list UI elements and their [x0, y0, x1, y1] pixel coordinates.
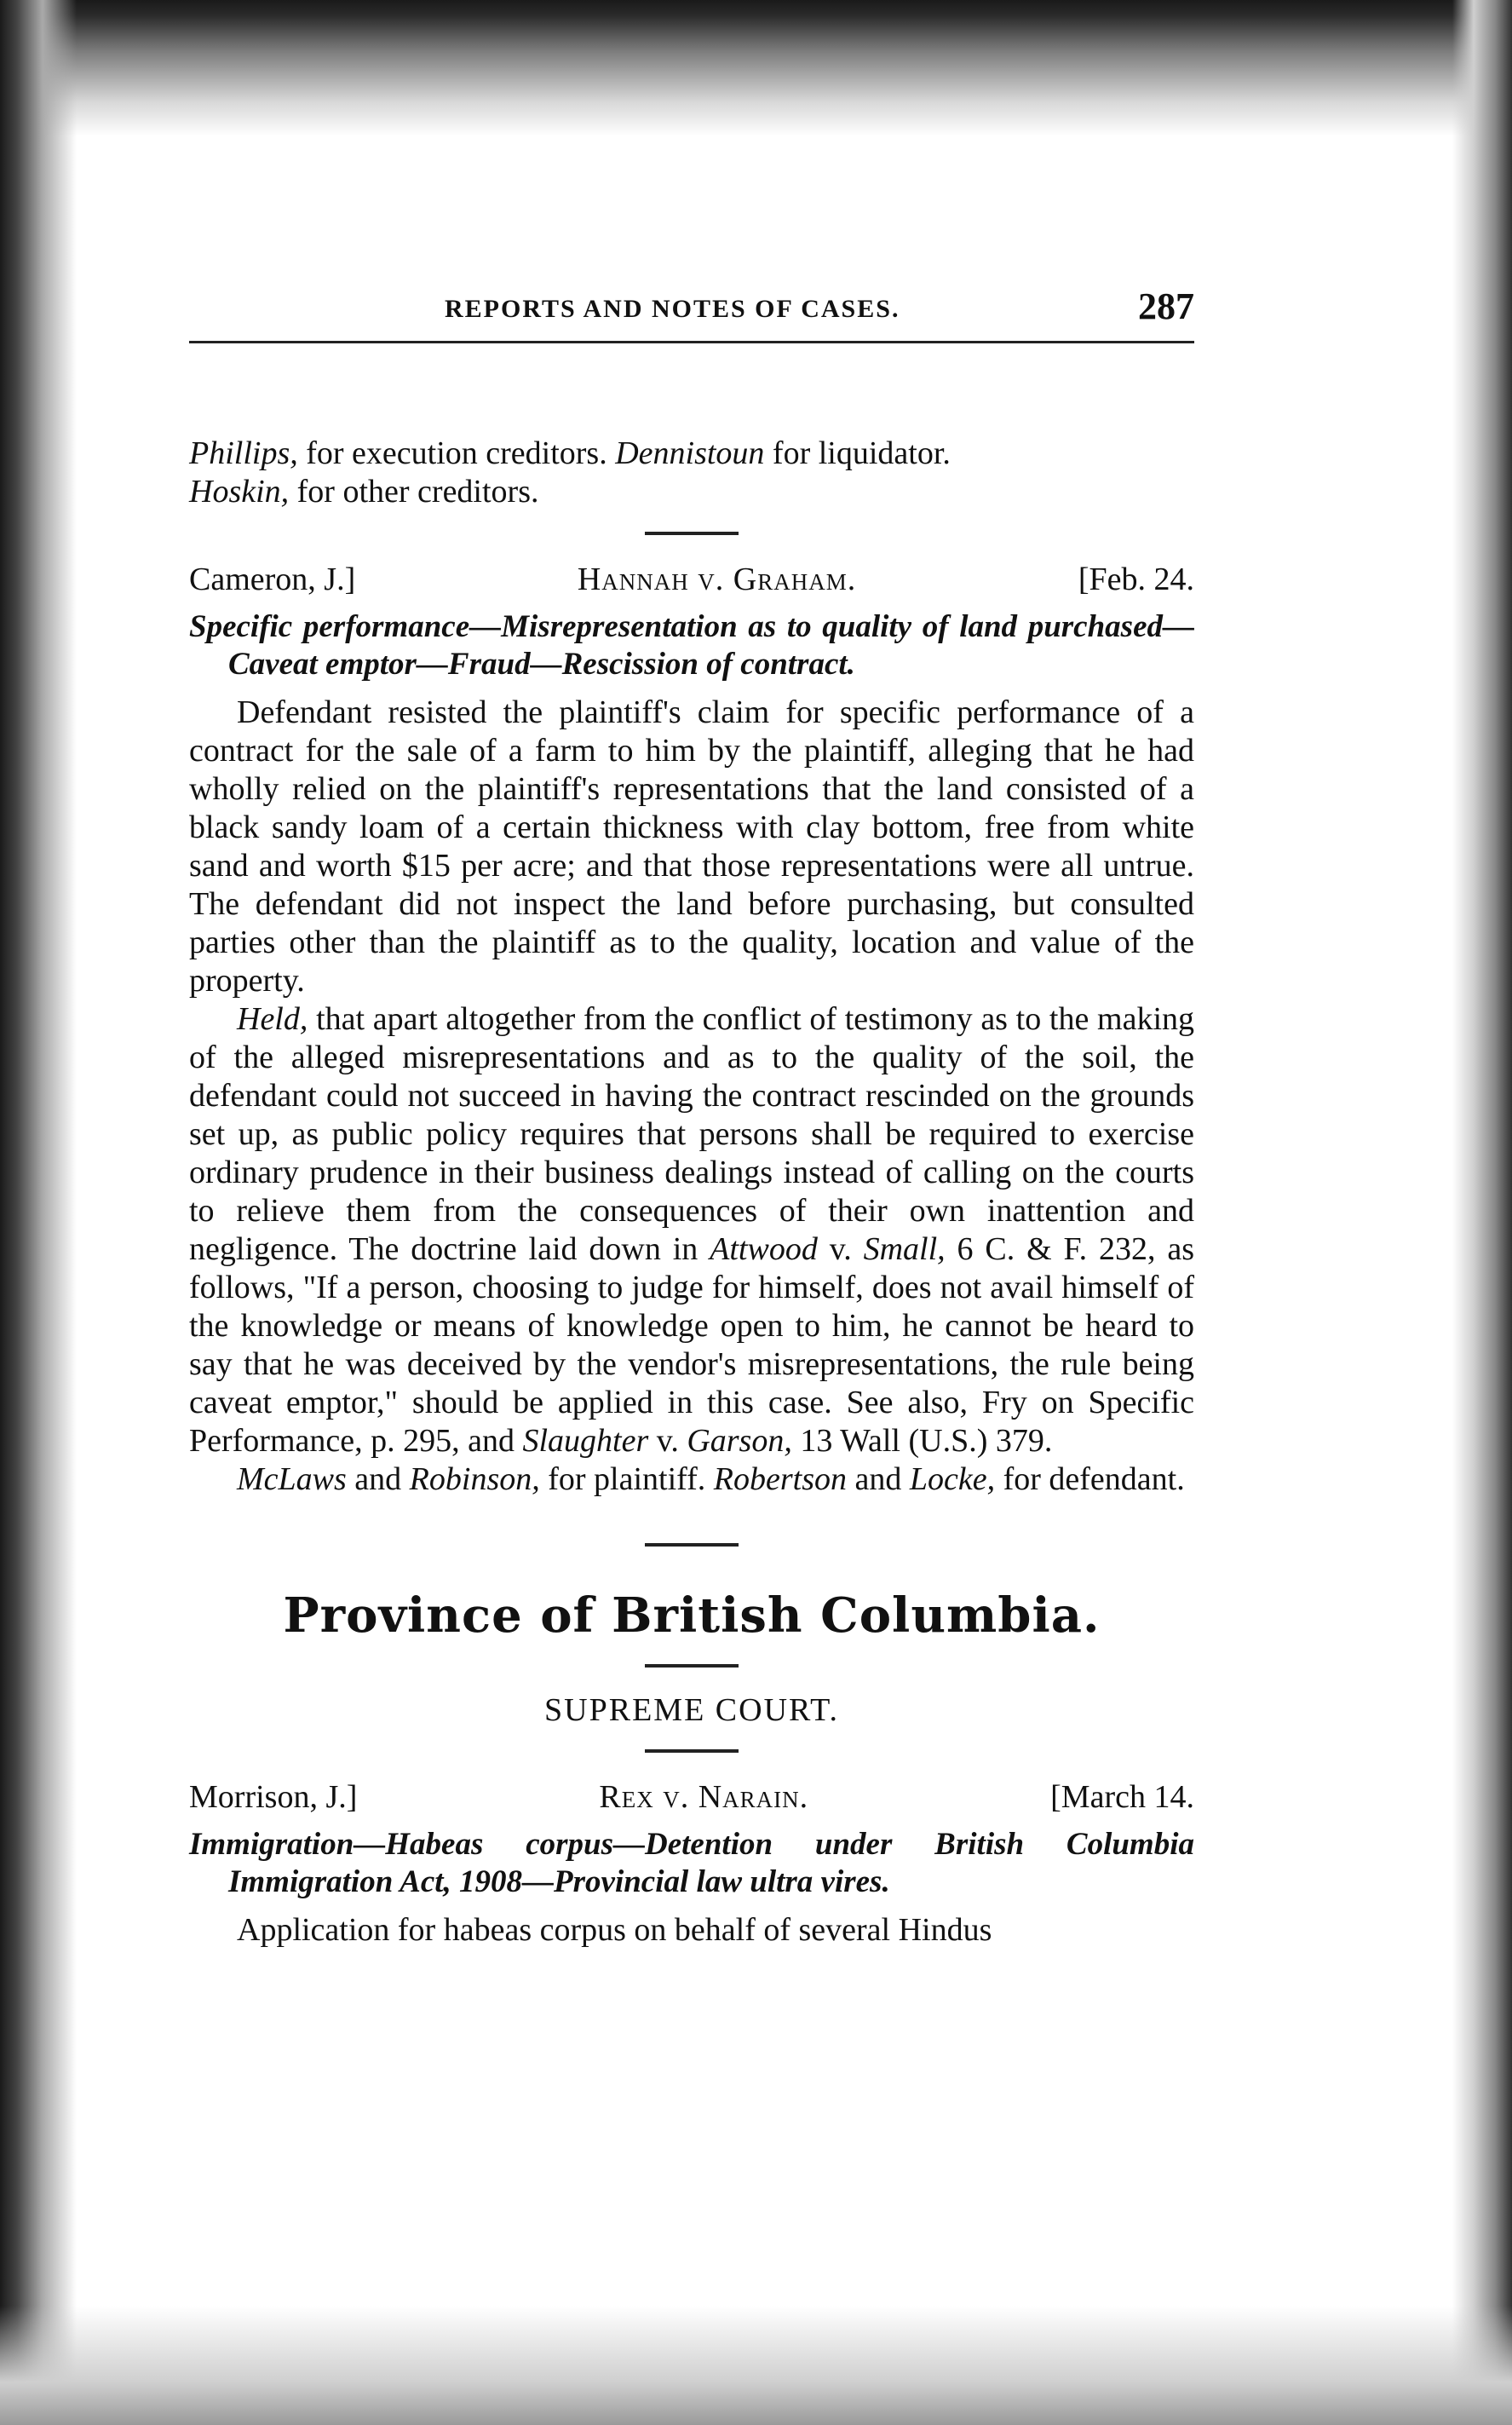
paragraph: Defendant resisted the plaintiff's claim for specific performance of a contract for the sale of a farm to him by the plaintiff, alleging that he had wholly relied on the plaintiff's representations that the land consisted of a black sandy loam of a certain thickness with clay bottom, free from white sand and worth $15 per acre; and that those representations were all untrue. The defendant did not inspect the land before purchasing, but consulted parties other than the plaintiff as to the quality, location and value of the property.	[189, 694, 1194, 999]
court-heading: SUPREME COURT.	[544, 1692, 839, 1728]
scan-right-border	[1452, 0, 1512, 2425]
counsel-line-2	[189, 473, 1194, 511]
case-headnote: Immigration—Habeas corpus—Detention under British Columbia Immigration Act, 1908—Provincial law ultra vires.	[189, 1827, 1194, 1899]
running-title: REPORTS AND NOTES OF CASES.	[445, 295, 900, 323]
counsel-name: Dennistoun	[615, 435, 765, 471]
counsel-name: Phillips,	[189, 435, 298, 471]
counsel-name: Robinson,	[409, 1461, 540, 1497]
running-head	[189, 281, 1194, 332]
counsel-name: Robertson	[713, 1461, 847, 1497]
counsel-name: Locke,	[909, 1461, 996, 1497]
counsel-name: Hoskin,	[189, 474, 290, 510]
counsel-text: for other creditors.	[289, 474, 539, 510]
scan-top-border	[0, 0, 1512, 136]
counsel-line-1	[189, 435, 1194, 473]
held-label: Held,	[237, 1001, 308, 1037]
counsel-text: and	[346, 1461, 410, 1497]
counsel-text: for execution creditors.	[297, 435, 616, 471]
paragraph-counsel	[189, 1460, 1194, 1499]
paragraph-held	[189, 1000, 1194, 1460]
case-headnote: Specific performance—Misrepresentation as to quality of land purchased—Caveat emptor—Fraud—Rescission of contract.	[189, 609, 1194, 682]
section-rule	[645, 1543, 739, 1547]
counsel-name: McLaws	[237, 1461, 347, 1497]
section-rule	[645, 1664, 739, 1668]
counsel-text: for defendant.	[995, 1461, 1185, 1497]
case-judge: Morrison, J.]	[189, 1779, 358, 1815]
case-body-2	[189, 1911, 1194, 1950]
held-text: 6 C. & F. 232, as follows, "If a person, choosing to judge for himself, does not avail himself of the knowledge or means of knowledge open to him, he cannot be heard to say that he was deceived by the vendor's misrepresentations, the rule being caveat emptor," should be applied in this case. See also, Fry on Specific Performance, p. 295, and	[189, 1231, 1194, 1459]
case-citation-name: Small,	[863, 1231, 946, 1267]
case-citation-name: Garson,	[687, 1423, 792, 1459]
counsel-text: for plaintiff.	[539, 1461, 714, 1497]
counsel-top	[189, 435, 1194, 511]
versus: v.	[648, 1423, 687, 1459]
case-date: [Feb. 24.	[1078, 562, 1194, 597]
section-rule	[645, 1749, 739, 1753]
paragraph: Application for habeas corpus on behalf of several Hindus	[237, 1912, 992, 1948]
held-text: 13 Wall (U.S.) 379.	[791, 1423, 1053, 1459]
page	[189, 281, 1194, 1950]
case-citation-name: Attwood	[710, 1231, 818, 1267]
page-number: 287	[1138, 285, 1194, 327]
header-rule	[189, 341, 1194, 343]
versus: v.	[817, 1231, 864, 1267]
scan-bottom-border	[0, 2306, 1512, 2425]
case-parties: Hannah v. Graham.	[577, 562, 857, 597]
case-heading-1	[189, 559, 1194, 600]
province-heading: Province of British Columbia.	[283, 1587, 1101, 1644]
section-rule	[645, 532, 739, 535]
case-heading-2	[189, 1777, 1194, 1817]
case-citation-name: Slaughter	[522, 1423, 649, 1459]
counsel-text: for liquidator.	[764, 435, 951, 471]
case-date: [March 14.	[1050, 1779, 1194, 1815]
scan-left-border	[0, 0, 77, 2425]
held-text: that apart altogether from the conflict of testimony as to the making of the alleged misrepresentations and as to the quality of the soil, the defendant could not succeed in having the contract rescinded on the grounds set up, as public policy requires that persons shall be required to exercise ordinary prudence in their business dealings instead of calling on the courts to relieve them from the consequences of their own inattention and negligence. The doctrine laid down in	[189, 1001, 1194, 1267]
counsel-text: and	[846, 1461, 910, 1497]
case-parties: Rex v. Narain.	[599, 1779, 809, 1815]
case-judge: Cameron, J.]	[189, 562, 356, 597]
case-body-1	[189, 694, 1194, 1499]
